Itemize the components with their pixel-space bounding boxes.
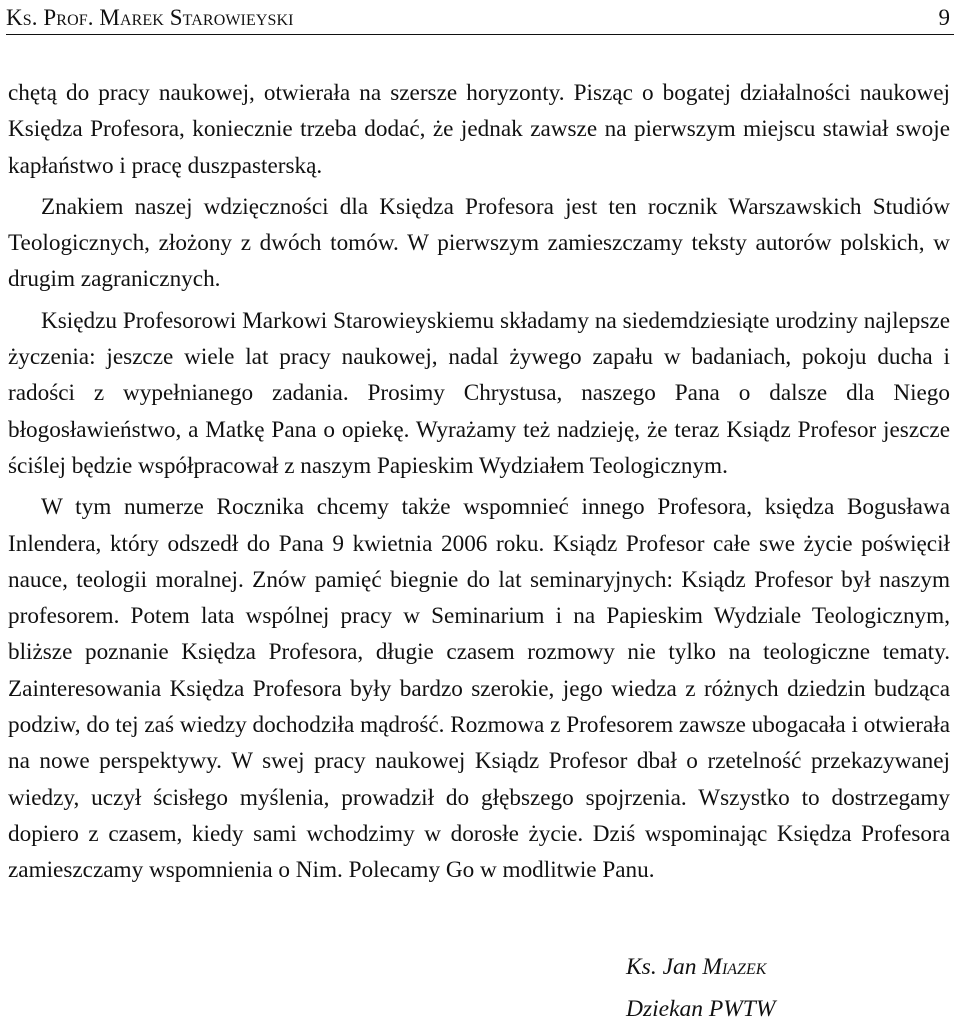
- page-number: 9: [938, 5, 950, 30]
- signature-name-rest: iazek: [721, 954, 767, 980]
- signature-name: [626, 946, 775, 988]
- paragraph-birthday-wishes: Księdzu Profesorowi Markowi Starowieyskiemu składamy na siedemdziesiąte urodziny najlepsze życzenia: jeszcze wiele lat pracy naukowej, nadal żywego zapału w badaniach, pokoju ducha i radości z wypełnianego zadania. Prosimy Chrystusa, naszego Pana o dalsze dla Niego błogosławieństwo, a Matkę Pana o opiekę. Wyrażamy też nadzieję, że teraz Ksiądz Profesor jeszcze ściślej będzie współpracował z naszym Papieskim Wydziałem Teologicznym.: [8, 307, 950, 479]
- paragraph-yearbook: Znakiem naszej wdzięczności dla Księdza Profesora jest ten rocznik Warszawskich Studiów Teologicznych, złożony z dwóch tomów. W pierwszym zamieszczamy teksty autorów polskich, w drugim zagranicznych.: [8, 193, 950, 293]
- signature-role: Dziekan PWTW: [626, 996, 776, 1022]
- signature-block: [626, 946, 775, 1030]
- running-header-title: Ks. Prof. Marek Starowieyski: [6, 5, 294, 30]
- paragraph-remembrance: W tym numerze Rocznika chcemy także wspomnieć innego Profesora, księdza Bogusława Inlendera, który odszedł do Pana 9 kwietnia 2006 roku. Ksiądz Profesor całe swe życie poświęcił nauce, teologii moralnej. Znów pamięć biegnie do lat seminaryjnych: Ksiądz Profesor był naszym profesorem. Potem lata wspólnej pracy w Seminarium i na Papieskim Wydziale Teologicznym, bliższe poznanie Księdza Profesora, długie czasem rozmowy nie tylko na teologiczne tematy. Zainteresowania Księdza Profesora były bardzo szerokie, jego wiedza z różnych dziedzin budząca podziw, do tej zaś wiedzy dochodziła mądrość. Rozmowa z Profesorem zawsze ubogacała i otwierała na nowe perspektywy. W swej pracy naukowej Ksiądz Profesor dbał o rzetelność przekazywanej wiedzy, uczył ścisłego myślenia, prowadził do głębszego spojrzenia. Wszystko to dostrzegamy dopiero z czasem, kiedy sami wchodzimy w dorosłe życie. Dziś wspominając Księdza Profesora zamieszczamy wspomnienia o Nim. Polecamy Go w modlitwie Panu.: [8, 494, 950, 884]
- paragraph-continuation: chętą do pracy naukowej, otwierała na szersze horyzonty. Pisząc o bogatej działalności naukowej Księdza Profesora, koniecznie trzeba dodać, że jednak zawsze na pierwszym miejscu stawiał swoje kapłaństwo i pracę duszpasterską.: [8, 80, 950, 179]
- signature-name-prefix: Ks. Jan M: [626, 954, 722, 980]
- body-text: [8, 75, 950, 889]
- running-header: [6, 2, 954, 35]
